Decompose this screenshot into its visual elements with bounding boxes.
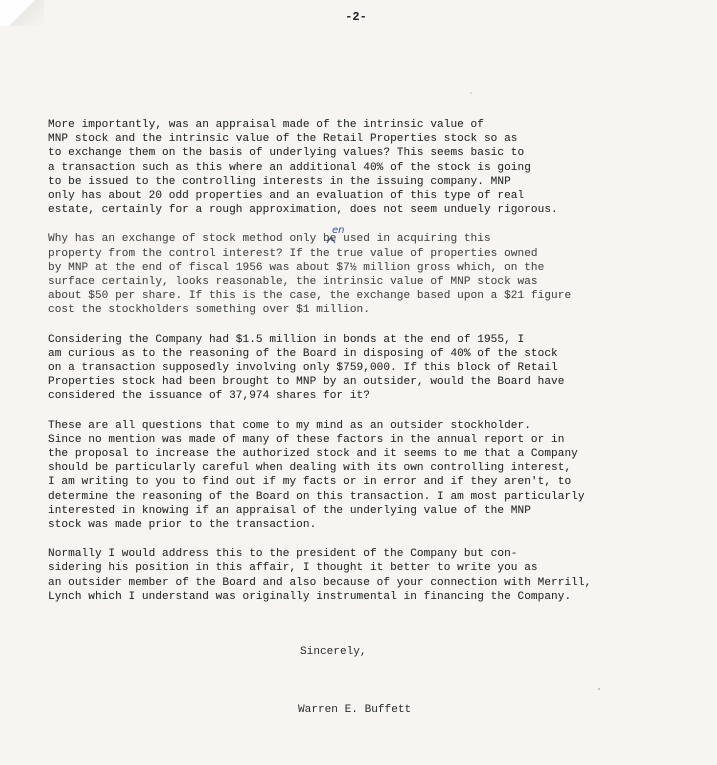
paper-speck	[120, 560, 122, 562]
handwritten-insertion: en	[332, 225, 345, 236]
text-line: Lynch which I understand was originally instrumental in financing the Company.	[48, 590, 572, 603]
text-line: MNP stock and the intrinsic value of the Retail Properties stock so as	[48, 133, 518, 146]
paragraph-appraisal	[48, 118, 678, 217]
text-line: the proposal to increase the authorized stock and it seems to me that a Company	[48, 448, 578, 461]
text-line: More importantly, was an appraisal made of the intrinsic value of	[48, 119, 484, 131]
paper-speck	[598, 688, 600, 690]
letter-closing: Sincerely,	[300, 646, 367, 658]
signature-name: Warren E. Buffett	[298, 704, 412, 716]
text-line: These are all questions that come to my mind as an outsider stockholder.	[48, 419, 531, 432]
text-line: Considering the Company had $1.5 million in bonds at the end of 1955, I	[48, 333, 525, 346]
text-line: to exchange them on the basis of underlying values? This seems basic to	[48, 147, 525, 160]
text-line: determine the reasoning of the Board on this transaction. I am most particularly	[48, 490, 585, 503]
paragraph-closing-remarks	[48, 547, 678, 604]
text-line: only has about 20 odd properties and an evaluation of this type of real	[48, 190, 525, 203]
paragraph-bonds	[48, 333, 678, 404]
letter-body	[48, 118, 678, 619]
text-line: on a transaction supposedly involving only $759,000. If this block of Retail	[48, 362, 558, 375]
paper-speck	[470, 92, 472, 94]
paragraph-questions	[48, 419, 678, 533]
paragraph-exchange-method	[48, 232, 678, 317]
text-line: should be particularly careful when dealing with its own controlling interest,	[48, 462, 572, 475]
text-line: Properties stock had been brought to MNP by an outsider, would the Board have	[48, 376, 565, 389]
text-line: considered the issuance of 37,974 shares for it?	[48, 390, 370, 403]
page-number: -2-	[345, 10, 367, 24]
text-line: cost the stockholders something over $1 million.	[48, 304, 370, 317]
text-line: property from the control interest? If the true value of properties owned	[48, 247, 538, 260]
text-line: about $50 per share. If this is the case, the exchange based upon a $21 figure	[48, 290, 572, 303]
text-line: I am writing to you to find out if my facts or in error and if they aren't, to	[48, 476, 572, 489]
text-line: by MNP at the end of fiscal 1956 was about $7½ million gross which, on the	[48, 261, 545, 274]
text-line: Normally I would address this to the president of the Company but con-	[48, 548, 518, 561]
page-corner-fold	[0, 0, 44, 26]
text-line: an outsider member of the Board and also because of your connection with Merrill,	[48, 576, 592, 589]
text-line: Why has an exchange of stock method only be used in acquiring this	[48, 233, 491, 246]
text-line: Since no mention was made of many of these factors in the annual report or in	[48, 433, 565, 446]
text-line: surface certainly, looks reasonable, the intrinsic value of MNP stock was	[48, 276, 538, 289]
text-line: sidering his position in this affair, I thought it better to write you as	[48, 562, 538, 575]
text-line: a transaction such as this where an additional 40% of the stock is going	[48, 161, 531, 174]
text-line: to be issued to the controlling interests in the issuing company. MNP	[48, 175, 511, 188]
text-line: interested in knowing if an appraisal of the underlying value of the MNP	[48, 504, 531, 517]
text-line: am curious as to the reasoning of the Board in disposing of 40% of the stock	[48, 347, 558, 360]
text-line: stock was made prior to the transaction.	[48, 519, 317, 532]
text-line: estate, certainly for a rough approximation, does not seem unduely rigorous.	[48, 204, 558, 217]
